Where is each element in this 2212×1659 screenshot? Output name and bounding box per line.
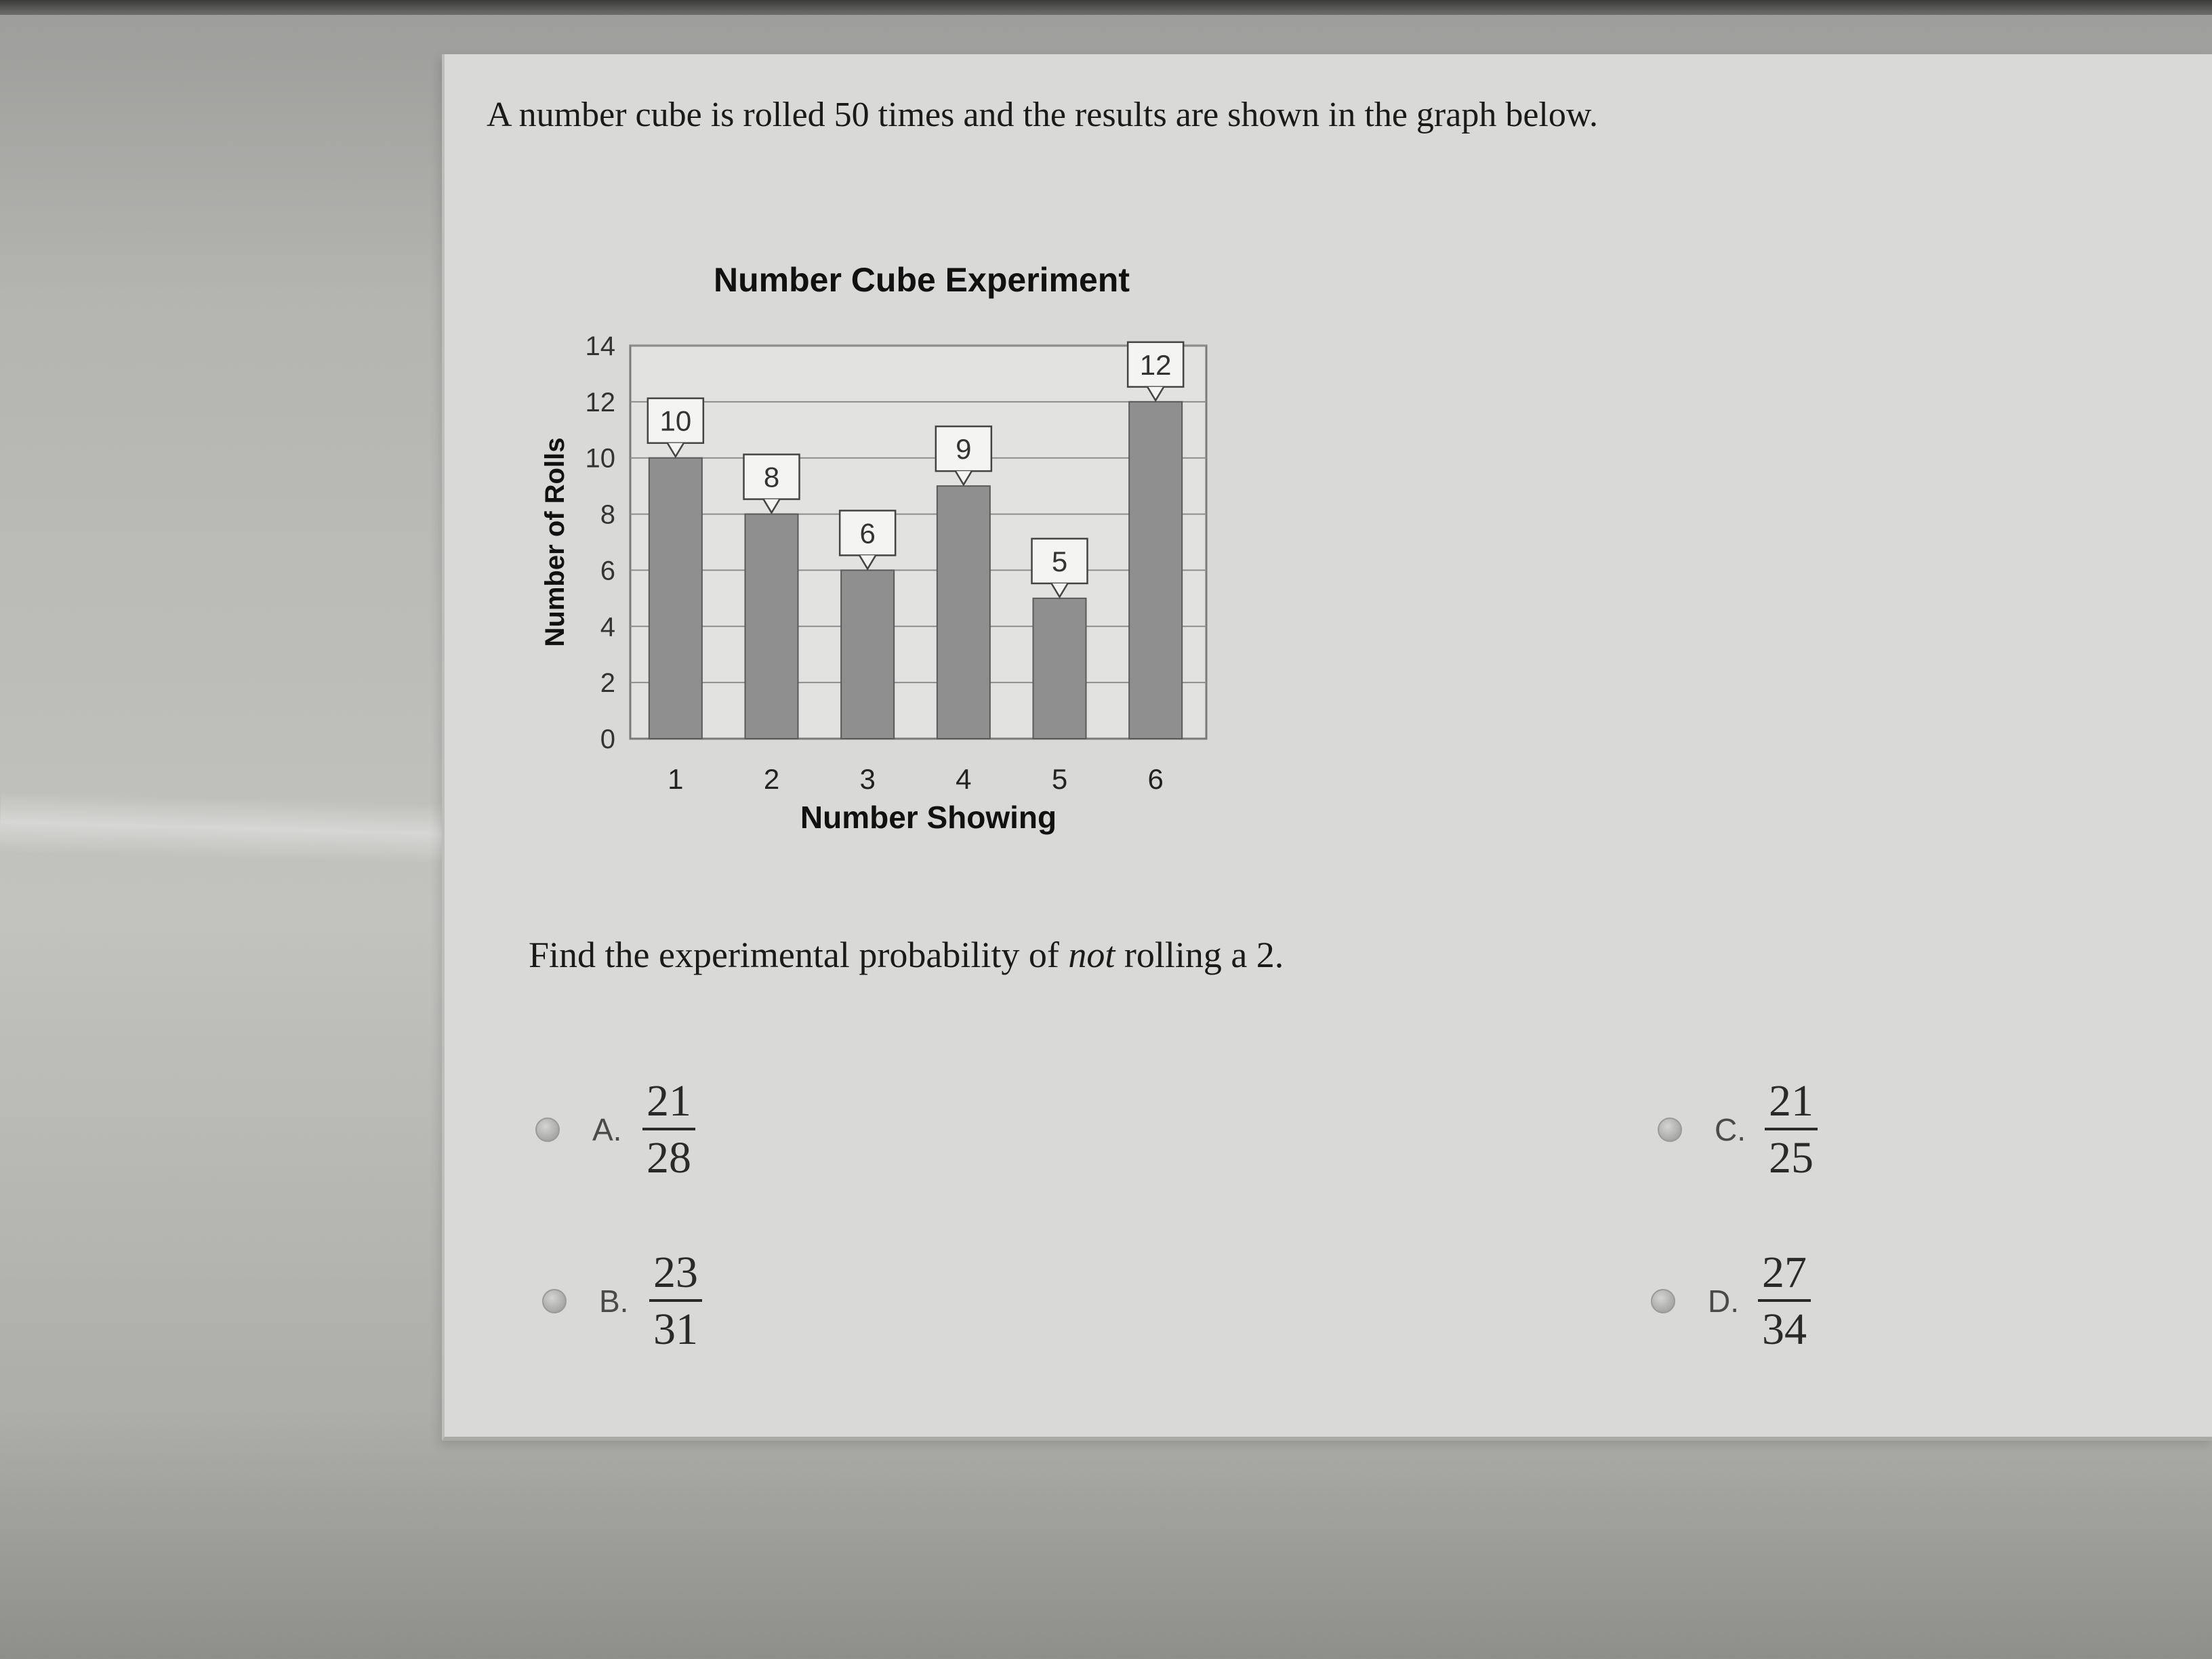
y-tick-label: 4 <box>600 612 615 642</box>
bar <box>841 570 894 739</box>
chart-title: Number Cube Experiment <box>713 261 1130 299</box>
option-a-fraction <box>642 1076 695 1183</box>
x-tick-label: 1 <box>668 763 684 795</box>
option-d[interactable] <box>1651 1250 1811 1352</box>
option-b[interactable] <box>542 1250 702 1352</box>
option-c-numerator: 21 <box>1765 1079 1818 1130</box>
y-tick-labels <box>586 331 616 754</box>
x-tick-label: 4 <box>956 763 972 795</box>
option-b-letter: B. <box>599 1284 629 1319</box>
y-tick-label: 2 <box>600 668 615 699</box>
data-label: 5 <box>1051 545 1068 577</box>
x-tick-labels <box>668 763 1164 795</box>
option-c-letter: C. <box>1715 1112 1746 1147</box>
option-b-fraction <box>649 1250 702 1352</box>
option-b-radio[interactable] <box>542 1289 567 1313</box>
bar-chart <box>515 244 1247 854</box>
data-label: 9 <box>956 433 972 466</box>
y-tick-label: 14 <box>585 331 615 361</box>
option-c-fraction <box>1765 1076 1818 1183</box>
y-axis-label: Number of Rolls <box>540 437 570 647</box>
bar <box>649 458 702 739</box>
option-b-denominator: 31 <box>653 1305 698 1354</box>
y-tick-label: 6 <box>600 556 615 586</box>
monitor-bezel <box>0 0 2212 15</box>
bar <box>1129 402 1182 739</box>
option-c-radio[interactable] <box>1658 1118 1682 1142</box>
option-a[interactable] <box>535 1076 695 1183</box>
data-label: 12 <box>1139 348 1172 381</box>
x-tick-label: 2 <box>763 763 780 795</box>
y-tick-label: 8 <box>600 499 615 530</box>
x-tick-label: 5 <box>1051 763 1068 795</box>
option-a-numerator: 21 <box>642 1079 695 1130</box>
x-tick-label: 3 <box>859 763 876 795</box>
option-b-numerator: 23 <box>649 1250 702 1302</box>
option-d-numerator: 27 <box>1758 1250 1811 1302</box>
plot-area <box>630 346 1206 739</box>
option-c[interactable] <box>1658 1076 1818 1183</box>
option-a-radio[interactable] <box>535 1118 560 1142</box>
data-label: 6 <box>859 517 876 550</box>
option-a-denominator: 28 <box>647 1133 691 1183</box>
data-label: 8 <box>763 461 780 493</box>
option-d-radio[interactable] <box>1651 1289 1675 1313</box>
data-label: 10 <box>659 405 692 437</box>
option-d-denominator: 34 <box>1762 1305 1807 1354</box>
prompt-emphasis: not <box>1068 935 1115 975</box>
y-tick-label: 10 <box>585 443 615 474</box>
option-a-letter: A. <box>592 1112 622 1147</box>
x-axis-label: Number Showing <box>800 800 1057 835</box>
y-tick-label: 0 <box>600 724 615 754</box>
bar-chart-svg <box>515 244 1247 854</box>
bar <box>745 514 798 739</box>
question-intro: A number cube is rolled 50 times and the results are shown in the graph below. <box>487 96 1599 134</box>
y-tick-label: 12 <box>585 387 615 417</box>
option-d-fraction <box>1758 1250 1811 1352</box>
x-tick-label: 6 <box>1147 763 1164 795</box>
prompt-after: rolling a 2. <box>1115 935 1284 975</box>
option-d-letter: D. <box>1708 1284 1739 1319</box>
prompt-before: Find the experimental probability of <box>529 935 1069 975</box>
bar <box>937 486 990 739</box>
option-c-denominator: 25 <box>1769 1133 1814 1183</box>
question-prompt <box>529 934 1284 976</box>
bar <box>1033 598 1086 739</box>
